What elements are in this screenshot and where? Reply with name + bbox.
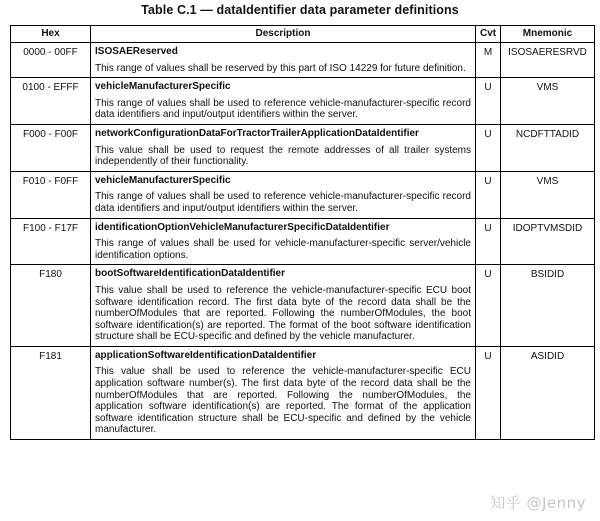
cvt-cell: M — [476, 43, 501, 78]
mnemonic-cell: ISOSAERESRVD — [501, 43, 595, 78]
table-row — [11, 265, 595, 347]
mnemonic-cell: BSIDID — [501, 265, 595, 347]
parameter-description: This range of values shall be used for vehicle-manufacturer-specific server/vehicle identification options. — [95, 238, 471, 261]
table-row — [11, 124, 595, 171]
header-cvt: Cvt — [476, 26, 501, 43]
hex-cell: F180 — [11, 265, 91, 347]
parameter-name: vehicleManufacturerSpecific — [95, 174, 231, 186]
header-description: Description — [91, 26, 476, 43]
description-cell — [91, 346, 476, 439]
hex-cell: F100 - F17F — [11, 218, 91, 265]
parameter-description: This value shall be used to request the remote addresses of all trailer systems independently of their functionality. — [95, 144, 471, 168]
mnemonic-cell: IDOPTVMSDID — [501, 218, 595, 265]
parameter-name: identificationOptionVehicleManufacturerSpecificDataIdentifier — [95, 221, 390, 233]
header-mnemonic: Mnemonic — [501, 26, 595, 43]
table-row — [11, 171, 595, 218]
parameter-name: applicationSoftwareIdentificationDataIdentifier — [95, 349, 317, 361]
table-row — [11, 43, 595, 78]
cvt-cell: U — [476, 265, 501, 347]
description-cell — [91, 171, 476, 218]
parameter-description: This range of values shall be used to reference vehicle-manufacturer-specific record data identifiers and input/output identifiers within the server. — [95, 191, 471, 214]
cvt-cell: U — [476, 124, 501, 171]
mnemonic-cell: NCDFTTADID — [501, 124, 595, 171]
cvt-cell: U — [476, 78, 501, 125]
mnemonic-cell: VMS — [501, 171, 595, 218]
cvt-cell: U — [476, 346, 501, 439]
table-row — [11, 218, 595, 265]
description-cell — [91, 78, 476, 125]
parameter-description: This range of values shall be used to reference vehicle-manufacturer-specific record data identifiers and input/output identifiers within the server. — [95, 97, 471, 121]
table-caption: Table C.1 — dataIdentifier data parameter definitions — [141, 3, 459, 17]
hex-cell: F181 — [11, 346, 91, 439]
data-identifier-table — [10, 25, 595, 440]
parameter-name: ISOSAEReserved — [95, 46, 178, 57]
header-hex: Hex — [11, 26, 91, 43]
cvt-cell: U — [476, 218, 501, 265]
parameter-description: This value shall be used to reference the vehicle-manufacturer-specific ECU boot software identification record. The first data byte of the record data shall be the numberOfModules that are reported. Following the numberOfModules, the boot software identification(s) are reported. The format of the boot software identification structure shall be ECU-specific and defined by the vehicle manufacturer. — [95, 284, 471, 343]
watermark: 知乎 @Jenny — [490, 494, 586, 512]
description-cell — [91, 218, 476, 265]
header-row — [11, 26, 595, 43]
hex-cell: 0000 - 00FF — [11, 43, 91, 78]
hex-cell: 0100 - EFFF — [11, 78, 91, 125]
description-cell — [91, 43, 476, 78]
parameter-name: bootSoftwareIdentificationDataIdentifier — [95, 268, 286, 280]
cvt-cell: U — [476, 171, 501, 218]
hex-cell: F000 - F00F — [11, 124, 91, 171]
parameter-name: vehicleManufacturerSpecific — [95, 81, 231, 93]
mnemonic-cell: ASIDID — [501, 346, 595, 439]
description-cell — [91, 265, 476, 347]
mnemonic-cell: VMS — [501, 78, 595, 125]
table-row — [11, 78, 595, 125]
description-cell — [91, 124, 476, 171]
parameter-name: networkConfigurationDataForTractorTrailerApplicationDataIdentifier — [95, 127, 419, 139]
parameter-description: This range of values shall be reserved by this part of ISO 14229 for future definition. — [95, 62, 466, 74]
table-row — [11, 346, 595, 439]
hex-cell: F010 - F0FF — [11, 171, 91, 218]
parameter-description: This value shall be used to reference the vehicle-manufacturer-specific ECU application software number(s). The first data byte of the record data shall be the numberOfModules that are reported. Following the numberOfModules, the application software identification(s) are reported. The format of the application software identification structure shall be ECU-specific and defined by the vehicle manufacturer. — [95, 366, 471, 436]
